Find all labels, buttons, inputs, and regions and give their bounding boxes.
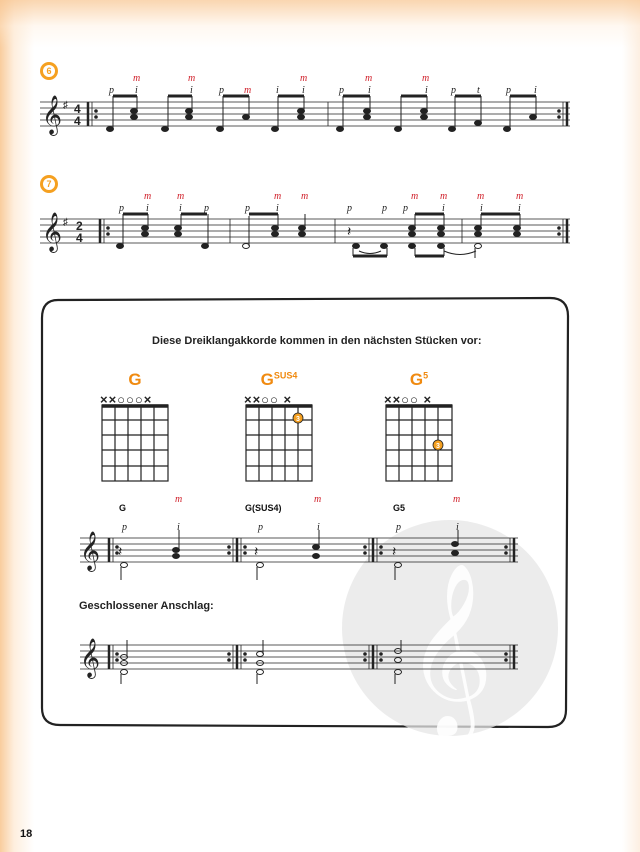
box-heading: Diese Dreiklangakkorde kommen in den nächsten Stücken vor: (152, 335, 482, 347)
svg-text:𝄽: 𝄽 (347, 223, 352, 239)
page-number: 18 (20, 828, 33, 840)
box-staff-fingers (121, 494, 460, 533)
time-sig-bottom: 4 (74, 114, 81, 128)
svg-text:i: i (425, 85, 428, 96)
svg-text:i: i (480, 203, 483, 214)
svg-text:m: m (244, 85, 252, 96)
svg-text:m: m (274, 191, 282, 202)
svg-text:p: p (403, 203, 408, 214)
svg-text:𝄞: 𝄞 (42, 212, 63, 252)
staff-chord-label: G5 (393, 503, 406, 513)
string-marks: ××○○○× (100, 392, 153, 407)
time-sig-top: 4 (74, 102, 81, 116)
svg-text:4: 4 (76, 231, 83, 245)
svg-text:3: 3 (436, 443, 440, 450)
svg-text:p: p (245, 203, 250, 214)
svg-text:i: i (317, 522, 320, 533)
svg-text:♯: ♯ (63, 100, 68, 111)
svg-text:p: p (109, 85, 114, 96)
svg-text:m: m (411, 191, 419, 202)
chord-diagrams (102, 405, 452, 481)
svg-text:i: i (190, 85, 193, 96)
svg-text:𝄞: 𝄞 (405, 562, 494, 736)
svg-text:3: 3 (296, 416, 300, 423)
exercise-7-number: 7 (40, 175, 58, 193)
chord-name-g5: $G^5$ (409, 370, 429, 389)
svg-text:i: i (146, 203, 149, 214)
svg-text:m: m (453, 494, 461, 505)
svg-text:2: 2 (76, 219, 83, 233)
svg-text:m: m (422, 73, 430, 84)
svg-text:p: p (506, 85, 511, 96)
treble-clef: 𝄞 (42, 95, 63, 135)
svg-text:p: p (347, 203, 352, 214)
svg-text:m: m (365, 73, 373, 84)
svg-text:𝄞: 𝄞 (80, 531, 101, 571)
svg-text:p: p (339, 85, 344, 96)
svg-text:p: p (204, 203, 209, 214)
svg-text:𝄞: 𝄞 (80, 638, 101, 678)
svg-text:i: i (518, 203, 521, 214)
exercise-6-fingers (108, 73, 537, 96)
exercise-7-fingers (118, 191, 523, 214)
svg-text:p: p (119, 203, 124, 214)
exercise-6-staff (40, 102, 570, 126)
svg-text:i: i (276, 85, 279, 96)
exercise-7-notes (117, 214, 521, 258)
svg-text:p: p (382, 203, 387, 214)
svg-text:p: p (451, 85, 456, 96)
svg-text:i: i (456, 522, 459, 533)
svg-text:p: p (122, 522, 127, 533)
svg-text:p: p (219, 85, 224, 96)
string-marks: ××○○ × (244, 392, 293, 407)
svg-text:♯: ♯ (63, 217, 68, 228)
chord-name-g: G (128, 370, 142, 389)
chord-name-gsus4: $G^{SUS4}$ (260, 370, 298, 389)
svg-text:m: m (144, 191, 152, 202)
string-marks: ××○○ × (384, 392, 433, 407)
svg-text:t: t (477, 85, 480, 96)
staff-chord-label: G(SUS4) (245, 503, 282, 513)
exercise-6-number: 6 (40, 62, 58, 80)
svg-text:i: i (368, 85, 371, 96)
svg-text:i: i (302, 85, 305, 96)
svg-text:m: m (301, 191, 309, 202)
svg-text:m: m (477, 191, 485, 202)
svg-text:𝄽: 𝄽 (118, 543, 123, 559)
closed-stroke-heading: Geschlossener Anschlag: (79, 600, 214, 612)
svg-text:i: i (276, 203, 279, 214)
svg-text:m: m (314, 494, 322, 505)
svg-text:m: m (440, 191, 448, 202)
svg-text:i: i (534, 85, 537, 96)
svg-text:𝄽: 𝄽 (392, 543, 397, 559)
svg-text:m: m (300, 73, 308, 84)
svg-text:i: i (442, 203, 445, 214)
svg-text:𝄽: 𝄽 (254, 543, 259, 559)
svg-text:m: m (133, 73, 141, 84)
svg-text:p: p (258, 522, 263, 533)
svg-text:i: i (179, 203, 182, 214)
svg-text:m: m (188, 73, 196, 84)
svg-text:m: m (177, 191, 185, 202)
staff-chord-label: G (119, 503, 127, 513)
svg-text:i: i (177, 522, 180, 533)
svg-text:p: p (396, 522, 401, 533)
svg-text:m: m (175, 494, 183, 505)
svg-text:i: i (135, 85, 138, 96)
svg-text:m: m (516, 191, 524, 202)
